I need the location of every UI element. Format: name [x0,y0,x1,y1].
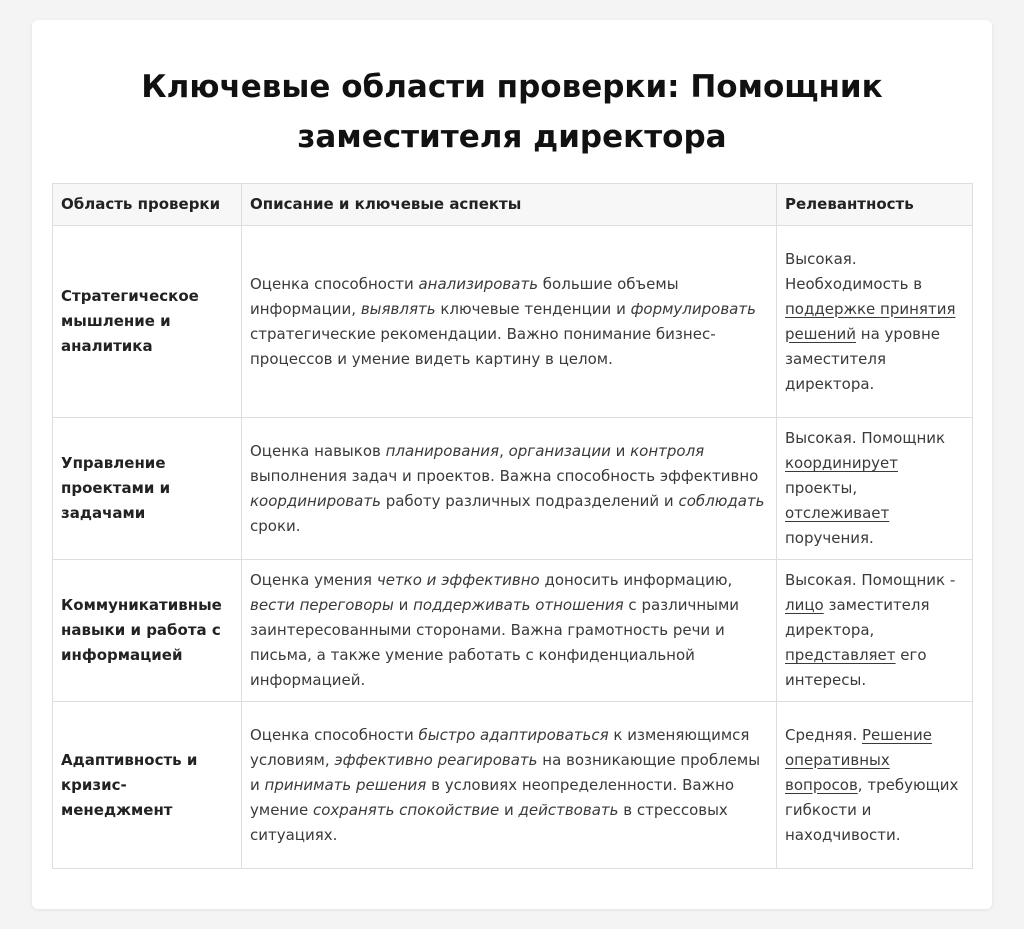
emphasis-text: сохранять спокойствие [312,800,500,819]
page-title: Ключевые области проверки: Помощник заместителя директора [141,69,883,155]
emphasis-text: четко и эффективно [376,571,540,589]
emphasis-text: анализировать [418,274,539,293]
underlined-text: лицо [785,596,824,614]
text-segment: стратегические рекомендации. Важно понимание бизнес-процессов и умение видеть картину в целом. [250,324,716,368]
emphasis-text: быстро адаптироваться [418,725,609,744]
text-segment: проекты, [785,479,858,497]
emphasis-text: организации [508,441,611,460]
underlined-text: поддержке принятия решений [785,299,956,343]
text-segment: ключевые тенденции и [435,299,631,318]
underlined-text: координирует [785,454,898,472]
text-segment: и [610,441,631,460]
cell-area: Адаптивность и кризис-менеджмент [53,702,242,869]
underlined-text: представляет [785,646,896,664]
text-segment: Высокая. Помощник [785,429,946,447]
text-segment: на возникающие проблемы и [250,750,761,794]
text-segment: Оценка умения [250,571,377,589]
cell-description [242,226,777,418]
header-description: Описание и ключевые аспекты [242,184,777,226]
text-segment: на уровне заместителя директора. [785,324,941,393]
text-segment: сроки. [250,516,301,535]
text-segment: Высокая. Необходимость в [785,249,923,293]
cell-area: Стратегическое мышление и аналитика [53,226,242,418]
text-segment: большие объемы информации, [250,274,679,318]
emphasis-text: выявлять [360,299,436,318]
cell-relevance [777,226,973,418]
text-segment: Высокая. Помощник - [785,571,956,589]
underlined-text: отслеживает [785,504,890,522]
table-header-row [53,184,973,226]
cell-relevance [777,560,973,702]
emphasis-text: действовать [518,800,619,819]
text-segment: выполнения задач и проектов. Важна способность эффективно [250,466,759,485]
cell-relevance [777,418,973,560]
header-relevance: Релевантность [777,184,973,226]
header-area: Область проверки [53,184,242,226]
review-areas-table [52,183,973,869]
table-row [53,418,973,560]
text-segment: поручения. [785,529,874,547]
text-segment: работу различных подразделений и [380,491,679,510]
text-segment: , [499,441,509,460]
emphasis-text: контроля [630,441,705,460]
text-segment: Оценка способности [250,274,419,293]
text-segment: и [499,800,519,819]
table-row [53,226,973,418]
text-segment: Средняя. [785,725,862,744]
cell-description [242,560,777,702]
text-segment: , требующих гибкости и находчивости. [785,775,959,844]
cell-area: Коммуникативные навыки и работа с информацией [53,560,242,702]
text-segment: к изменяющимся условиям, [250,725,750,769]
text-segment: с различными заинтересованными сторонами. Важна грамотность речи и письма, а также умение работать с конфиденциальной информацией. [250,596,740,689]
emphasis-text: эффективно реагировать [334,750,538,769]
emphasis-text: вести переговоры [250,596,394,614]
text-segment: Оценка способности [250,725,419,744]
table-row [53,560,973,702]
cell-description [242,418,777,560]
emphasis-text: поддерживать отношения [413,596,624,614]
cell-area: Управление проектами и задачами [53,418,242,560]
emphasis-text: планирования [385,441,500,460]
document-card [32,20,992,909]
emphasis-text: координировать [250,491,381,510]
underlined-text: Решение оперативных вопросов [785,725,933,794]
text-segment: в условиях неопределенности. Важно умение [250,775,735,819]
emphasis-text: соблюдать [678,491,765,510]
text-segment: его интересы. [785,646,927,689]
table-row [53,702,973,869]
text-segment: заместителя директора, [785,596,930,639]
text-segment: доносить информацию, [539,571,733,589]
cell-description [242,702,777,869]
text-segment: в стрессовых ситуациях. [250,800,728,844]
text-segment: и [393,596,414,614]
text-segment: Оценка навыков [250,441,386,460]
emphasis-text: принимать решения [264,775,427,794]
cell-relevance [777,702,973,869]
emphasis-text: формулировать [630,299,756,318]
